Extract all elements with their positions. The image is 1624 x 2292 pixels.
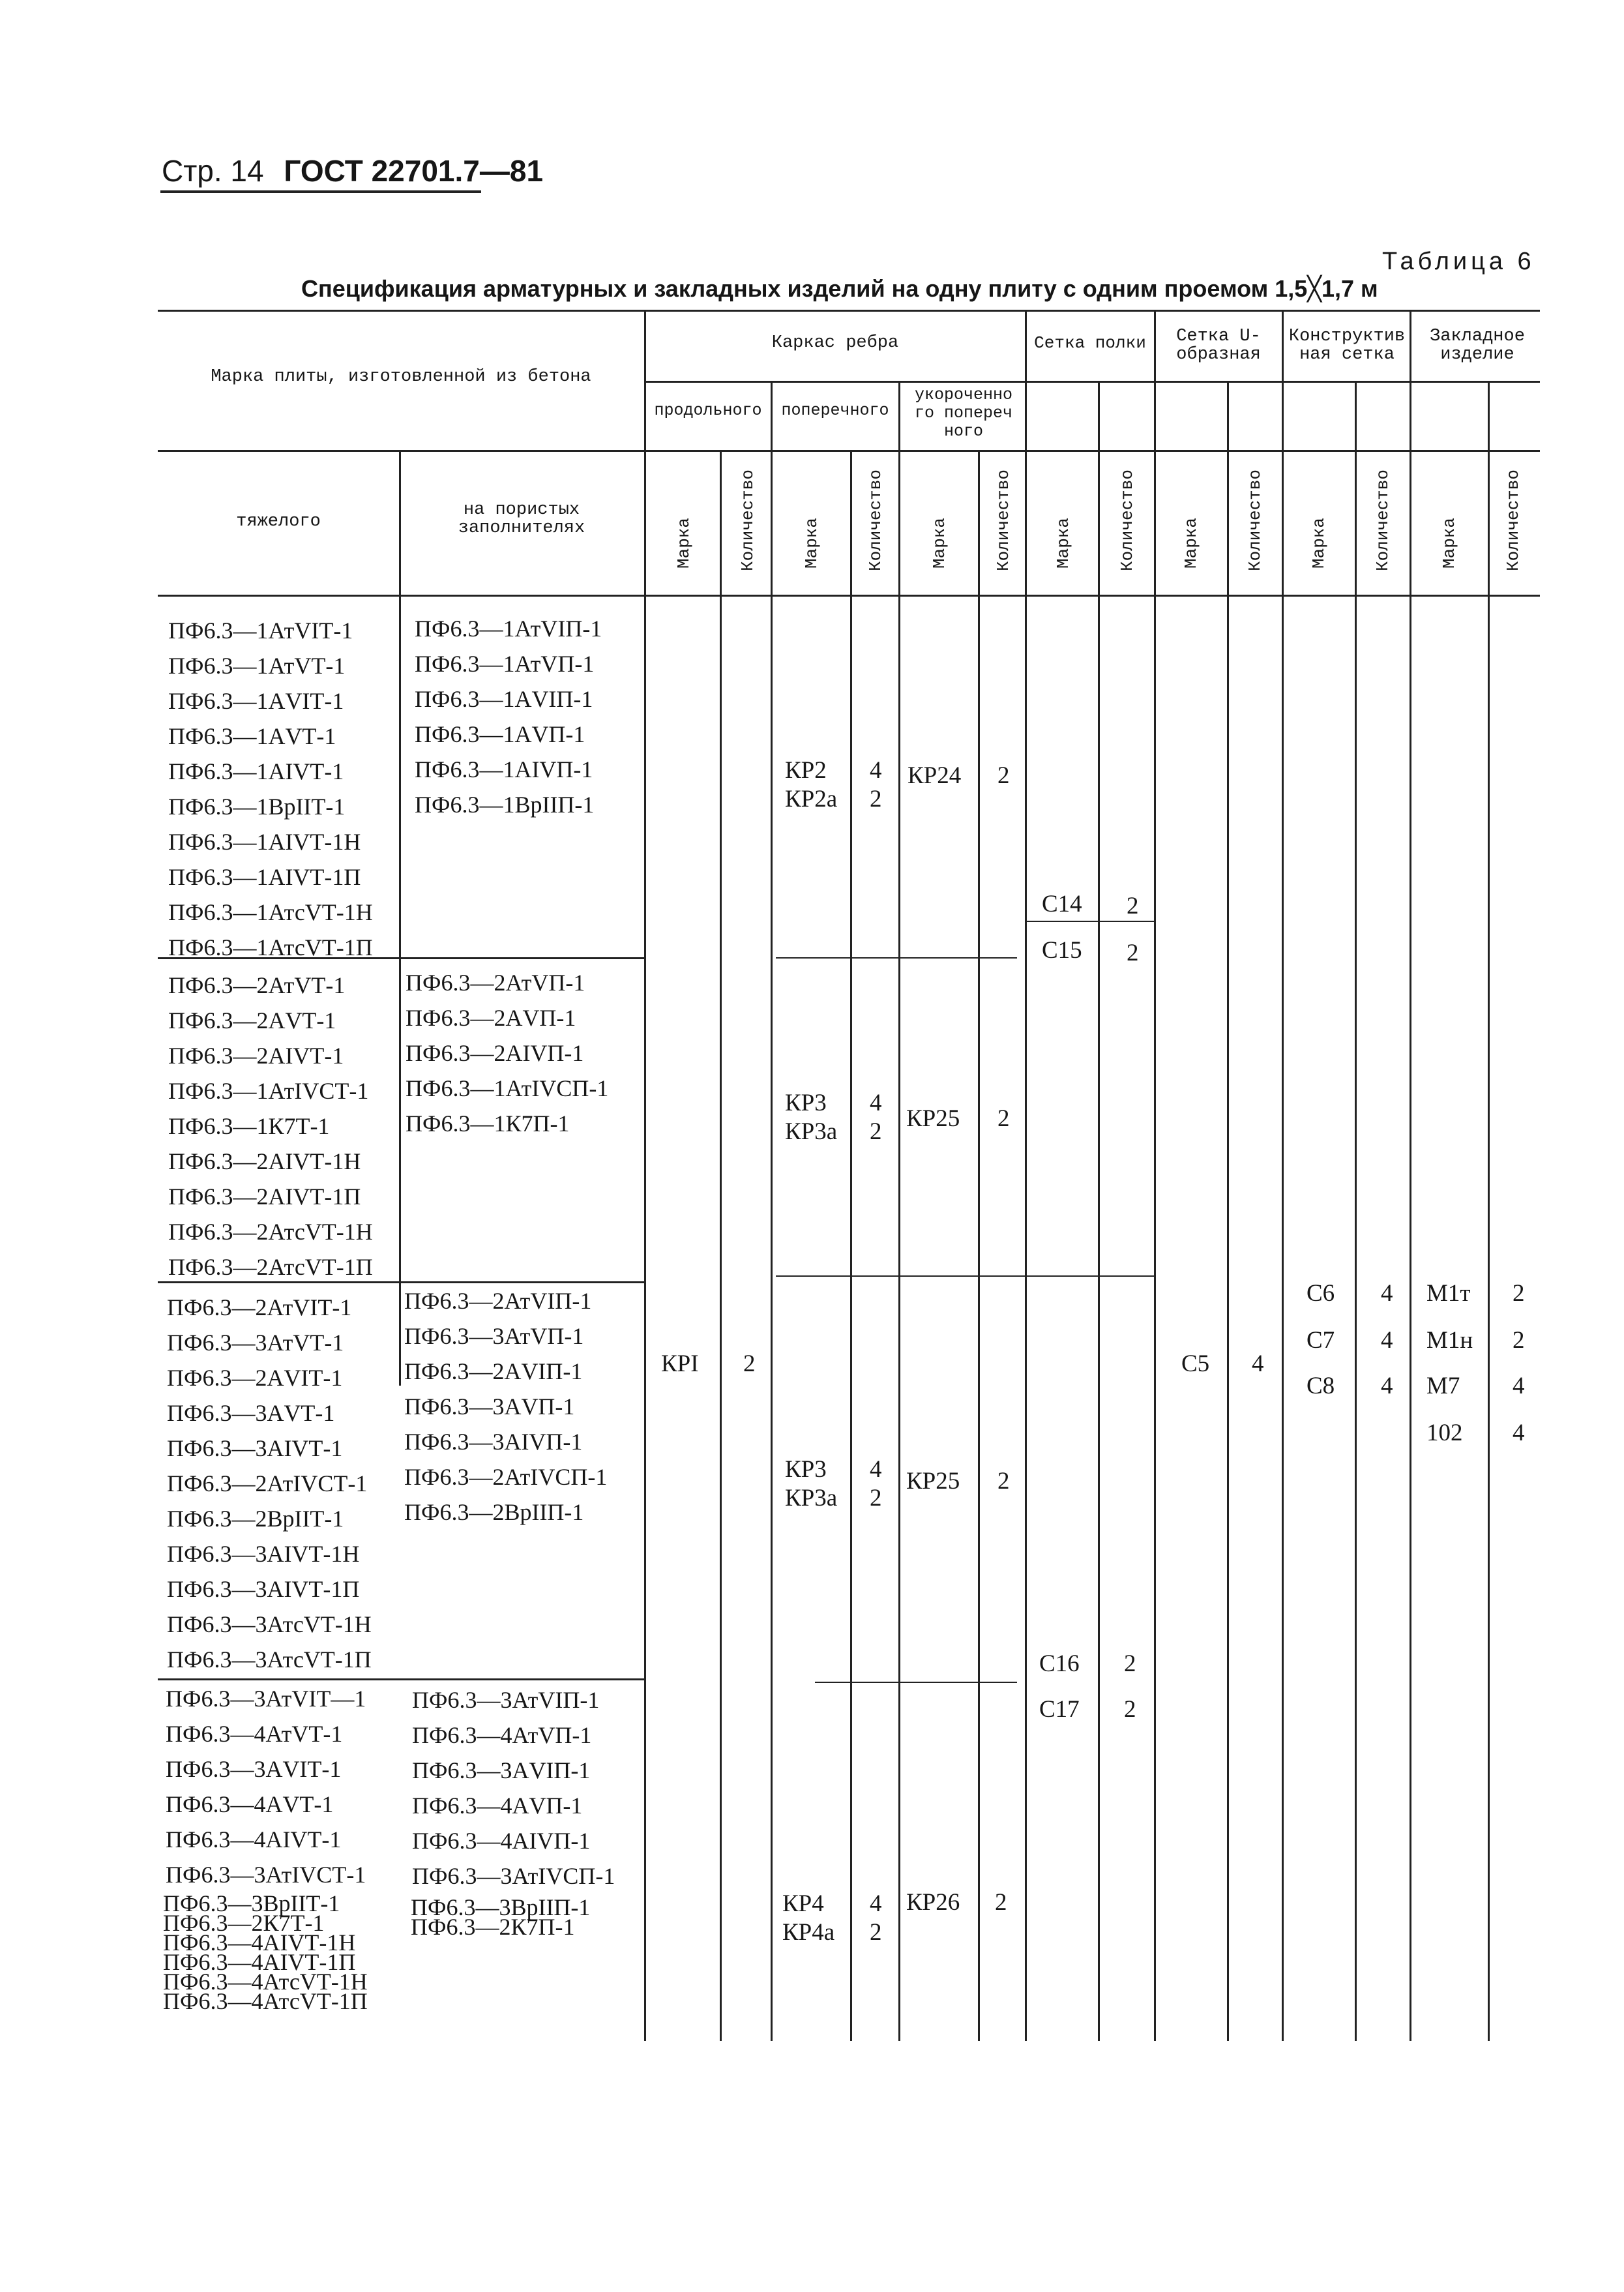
table-cell: ПФ6.3—4АтсVТ-1Н — [163, 1969, 368, 1995]
short-transverse-mark: КР26 — [906, 1889, 960, 1916]
table-cell: ПФ6.3—3АVIТ-1 — [166, 1756, 342, 1782]
table-cell: ПФ6.3—4АтVТ-1 — [166, 1721, 343, 1747]
table-cell: ПФ6.3—2АтсVТ-1П — [168, 1254, 373, 1280]
table-cell: ПФ6.3—3ВрIIП-1 — [411, 1894, 591, 1920]
header-qty: Количество — [994, 469, 1013, 572]
group-separator-3 — [158, 1678, 644, 1680]
group-separator-1-transverse — [776, 957, 1017, 959]
table-cell: ПФ6.3—1К7Т-1 — [168, 1113, 330, 1139]
heavy-mark-list — [167, 1290, 372, 1677]
col-divider-shelf — [1025, 310, 1027, 2041]
header-mark: Марка — [674, 518, 694, 569]
transverse-mark: КР2 КР2а — [785, 757, 838, 812]
table-cell: ПФ6.3—3АтVП-1 — [404, 1323, 584, 1349]
shelf-mesh-mark: С15 — [1042, 937, 1082, 964]
table-cell: ПФ6.3—2К7П-1 — [411, 1914, 575, 1940]
short-transverse-qty: 2 — [995, 1889, 1007, 1916]
table-cell: ПФ6.3—3АIVТ-1 — [167, 1435, 343, 1461]
porous-mark-list — [415, 611, 602, 822]
table-cell: ПФ6.3—1АтсVТ-1П — [168, 934, 373, 960]
header-transverse: поперечного — [781, 401, 889, 420]
table-cell: ПФ6.3—1АIVТ-1Н — [168, 829, 361, 855]
header-constr-mesh: Конструктивная сетка — [1288, 327, 1406, 365]
header-longitudinal: продольного — [654, 401, 762, 420]
u-mesh-mark: С5 — [1181, 1350, 1210, 1377]
table-cell: ПФ6.3—3АIVП-1 — [404, 1429, 583, 1455]
heavy-mark-list-compact — [163, 1890, 368, 2014]
short-transverse-mark: КР25 — [906, 1105, 960, 1132]
shelf-mesh-qty: 2 — [1124, 1696, 1136, 1723]
table-cell: ПФ6.3—2АVТ-1 — [168, 1007, 336, 1034]
table-cell: ПФ6.3—1АтсVТ-1Н — [168, 899, 373, 925]
table-cell: ПФ6.3—2АVIТ-1 — [167, 1365, 343, 1391]
table-cell: ПФ6.3—3АVП-1 — [404, 1393, 575, 1420]
col-divider-longitudinal — [644, 310, 646, 2041]
header-porous: на пористых заполнителях — [458, 500, 585, 538]
shelf-mesh-mark: С14 — [1042, 891, 1082, 917]
table-cell: ПФ6.3—2АIVТ-1П — [168, 1183, 361, 1210]
embedded-qty: 2 — [1513, 1327, 1525, 1354]
header-qty: Количество — [1373, 469, 1393, 572]
constr-mesh-qty: 4 — [1381, 1373, 1393, 1399]
header-rib-frame: Каркас ребра — [771, 333, 899, 353]
header-qty: Количество — [866, 469, 885, 572]
longitudinal-mark: КРI — [661, 1350, 699, 1377]
table-cell: ПФ6.3—2АтVIП-1 — [404, 1288, 592, 1314]
table-cell: ПФ6.3—3АVТ-1 — [167, 1400, 335, 1426]
col-divider-constr — [1282, 310, 1284, 2041]
header-heavy: тяжелого — [236, 512, 321, 531]
u-mesh-qty: 4 — [1252, 1350, 1264, 1377]
header-rule-1 — [645, 381, 1540, 383]
table-cell: ПФ6.3—4АIVТ-1 — [166, 1826, 342, 1853]
table-cell: ПФ6.3—3АIVТ-1П — [167, 1576, 360, 1602]
table-cell: ПФ6.3—2ВрIIТ-1 — [167, 1506, 344, 1532]
embedded-mark: М1н — [1426, 1327, 1473, 1354]
col-divider-constr-qty — [1355, 381, 1357, 2041]
table-cell: ПФ6.3—3АтVIТ—1 — [166, 1686, 366, 1712]
embedded-qty: 4 — [1513, 1373, 1525, 1399]
col-divider-transverse — [771, 381, 773, 2041]
header-qty: Количество — [738, 469, 758, 572]
table-top-rule — [158, 310, 1540, 312]
table-cell: ПФ6.3—1АVIП-1 — [415, 686, 593, 712]
table-cell: ПФ6.3—1АтVIТ-1 — [168, 618, 353, 644]
table-cell: ПФ6.3—1АтIVСТ-1 — [168, 1078, 369, 1104]
table-cell: ПФ6.3—3АтсVТ-1Н — [167, 1611, 372, 1637]
constr-mesh-mark: С8 — [1307, 1373, 1335, 1399]
table-cell: ПФ6.3—2АIVТ-1 — [168, 1043, 344, 1069]
table-cell: ПФ6.3—1АIVТ-1 — [168, 758, 344, 784]
table-cell: ПФ6.3—2АIVТ-1Н — [168, 1148, 361, 1174]
table-cell: ПФ6.3—2АVП-1 — [406, 1005, 576, 1031]
short-transverse-qty: 2 — [997, 1468, 1010, 1495]
shelf-mesh-mark: С16 — [1039, 1650, 1080, 1677]
table-cell: ПФ6.3—1АIVТ-1П — [168, 864, 361, 890]
table-number: Таблица 6 — [1382, 248, 1535, 275]
table-cell: ПФ6.3—3АтVТ-1 — [167, 1330, 344, 1356]
shelf-mesh-qty: 2 — [1124, 1650, 1136, 1677]
col-divider-short — [898, 381, 900, 2041]
header-mark: Марка — [1054, 518, 1073, 569]
header-mark: Марка — [930, 518, 949, 569]
table-cell: ПФ6.3—2АтсVТ-1Н — [168, 1219, 373, 1245]
constr-mesh-mark: С6 — [1307, 1280, 1335, 1307]
constr-mesh-qty: 4 — [1381, 1280, 1393, 1307]
header-rule-2 — [158, 450, 1540, 452]
table-cell: ПФ6.3—1АтVП-1 — [415, 651, 595, 677]
table-cell: ПФ6.3—2АVIП-1 — [404, 1358, 583, 1384]
header-rule — [160, 190, 481, 193]
heavy-mark-list — [168, 613, 373, 965]
table-cell: ПФ6.3—2АтVIТ-1 — [167, 1294, 352, 1320]
shelf-mesh-qty: 2 — [1127, 940, 1139, 966]
table-cell: ПФ6.3—2К7Т-1 — [163, 1910, 325, 1936]
transverse-mark: КР3 КР3а — [785, 1456, 838, 1511]
header-qty: Количество — [1503, 469, 1523, 572]
table-cell: ПФ6.3—1АтIVСП-1 — [406, 1075, 609, 1101]
header-u-mesh: Сетка U-образная — [1176, 327, 1261, 365]
table-cell: ПФ6.3—1АтVIП-1 — [415, 616, 602, 642]
table-cell: ПФ6.3—1АтVТ-1 — [168, 653, 346, 679]
header-shelf-mesh: Сетка полки — [1034, 333, 1146, 353]
transverse-mark: КР4 КР4а — [782, 1890, 835, 1946]
col-divider-short-qty — [978, 450, 980, 2041]
header-mark: Марка — [1439, 518, 1459, 569]
page-number: Стр. 14 — [162, 154, 264, 188]
table-cell: ПФ6.3—3АVIП-1 — [412, 1757, 591, 1783]
shelf-mesh-qty: 2 — [1127, 893, 1139, 919]
table-cell: ПФ6.3—2АтIVСП-1 — [404, 1464, 608, 1490]
table-caption: Спецификация арматурных и закладных изделий на одну плиту с одним проемом 1,5╳1,7 м — [301, 275, 1378, 302]
table-cell: ПФ6.3—2АтVП-1 — [406, 970, 585, 996]
short-transverse-qty: 2 — [997, 1105, 1010, 1132]
col-divider-shelf-qty — [1098, 381, 1100, 2041]
table-cell: ПФ6.3—4АтсVТ-1П — [163, 1988, 368, 2014]
table-cell: ПФ6.3—4АIVТ-1П — [163, 1949, 356, 1975]
header-mark: Марка — [802, 518, 821, 569]
heavy-mark-list — [168, 968, 373, 1285]
table-cell: ПФ6.3—3АIVТ-1Н — [167, 1541, 360, 1567]
group-separator-2-transverse — [776, 1275, 1154, 1277]
col-divider-embedded-qty — [1488, 381, 1490, 2041]
page-header — [162, 153, 543, 188]
table-cell: ПФ6.3—3АтсVТ-1П — [167, 1646, 372, 1673]
header-short-transverse: укороченного поперечного — [914, 385, 1013, 441]
porous-mark-list — [406, 965, 608, 1141]
transverse-qty: 4 2 — [870, 1090, 882, 1145]
col-divider-trans-qty — [850, 450, 852, 2041]
table-cell: ПФ6.3—3ВрIIТ-1 — [163, 1890, 340, 1916]
table-cell: ПФ6.3—1К7П-1 — [406, 1110, 570, 1137]
header-mark-slab: Марка плиты, изготовленной из бетона — [211, 367, 591, 387]
constr-mesh-qty: 4 — [1381, 1327, 1393, 1354]
table-cell: ПФ6.3—1АIVП-1 — [415, 756, 593, 782]
constr-mesh-mark: С7 — [1307, 1327, 1335, 1354]
shelf-mesh-mark: С17 — [1039, 1696, 1080, 1723]
col-divider-mark — [399, 450, 401, 1386]
shelf-mesh-rule — [1026, 921, 1154, 922]
header-mark: Марка — [1181, 518, 1201, 569]
header-embedded: Закладное изделие — [1430, 327, 1525, 365]
embedded-qty: 2 — [1513, 1280, 1525, 1307]
porous-mark-list — [412, 1682, 615, 1894]
embedded-mark: М7 — [1426, 1373, 1460, 1399]
table-cell: ПФ6.3—4АIVП-1 — [412, 1828, 591, 1854]
table-cell: ПФ6.3—1ВрIIТ-1 — [168, 794, 346, 820]
table-cell: ПФ6.3—2АтVТ-1 — [168, 972, 346, 998]
header-bottom-rule — [158, 595, 1540, 597]
table-cell: ПФ6.3—3АтVIП-1 — [412, 1687, 600, 1713]
table-cell: ПФ6.3—1ВрIIП-1 — [415, 792, 595, 818]
embedded-mark: 102 — [1426, 1420, 1463, 1446]
table-cell: ПФ6.3—2АтIVСТ-1 — [167, 1470, 368, 1496]
table-cell: ПФ6.3—3АтIVСП-1 — [412, 1863, 615, 1889]
table-cell: ПФ6.3—1АVIТ-1 — [168, 688, 344, 714]
table-cell: ПФ6.3—2ВрIIП-1 — [404, 1499, 584, 1525]
table-cell: ПФ6.3—4АIVТ-1Н — [163, 1929, 356, 1956]
standard-code: ГОСТ 22701.7—81 — [284, 154, 544, 188]
short-transverse-mark: КР24 — [908, 762, 962, 789]
table-cell: ПФ6.3—3АтIVСТ-1 — [166, 1862, 366, 1888]
header-mark: Марка — [1309, 518, 1329, 569]
transverse-mark: КР3 КР3а — [785, 1090, 838, 1145]
table-cell: ПФ6.3—1АVТ-1 — [168, 723, 336, 749]
embedded-mark: М1т — [1426, 1280, 1471, 1307]
transverse-qty: 4 2 — [870, 1890, 882, 1946]
col-divider-embedded — [1410, 310, 1411, 2041]
table-cell: ПФ6.3—1АVП-1 — [415, 721, 585, 747]
group-separator-3-transverse — [815, 1682, 1017, 1683]
short-transverse-mark: КР25 — [906, 1468, 960, 1495]
table-cell: ПФ6.3—2АIVП-1 — [406, 1040, 584, 1066]
col-divider-u-qty — [1227, 381, 1229, 2041]
header-qty: Количество — [1117, 469, 1137, 572]
table-cell: ПФ6.3—4АтVП-1 — [412, 1722, 592, 1748]
col-divider-long-qty — [720, 450, 722, 2041]
porous-mark-list — [404, 1283, 607, 1530]
short-transverse-qty: 2 — [997, 762, 1010, 789]
header-qty: Количество — [1245, 469, 1265, 572]
longitudinal-qty: 2 — [743, 1350, 756, 1377]
heavy-mark-list — [166, 1681, 366, 1892]
transverse-qty: 4 2 — [870, 1456, 882, 1511]
porous-mark-list-compact — [411, 1894, 591, 1940]
table-cell: ПФ6.3—4АVП-1 — [412, 1793, 583, 1819]
transverse-qty: 4 2 — [870, 757, 882, 812]
table-cell: ПФ6.3—4АVТ-1 — [166, 1791, 334, 1817]
col-divider-u — [1154, 310, 1156, 2041]
embedded-qty: 4 — [1513, 1420, 1525, 1446]
